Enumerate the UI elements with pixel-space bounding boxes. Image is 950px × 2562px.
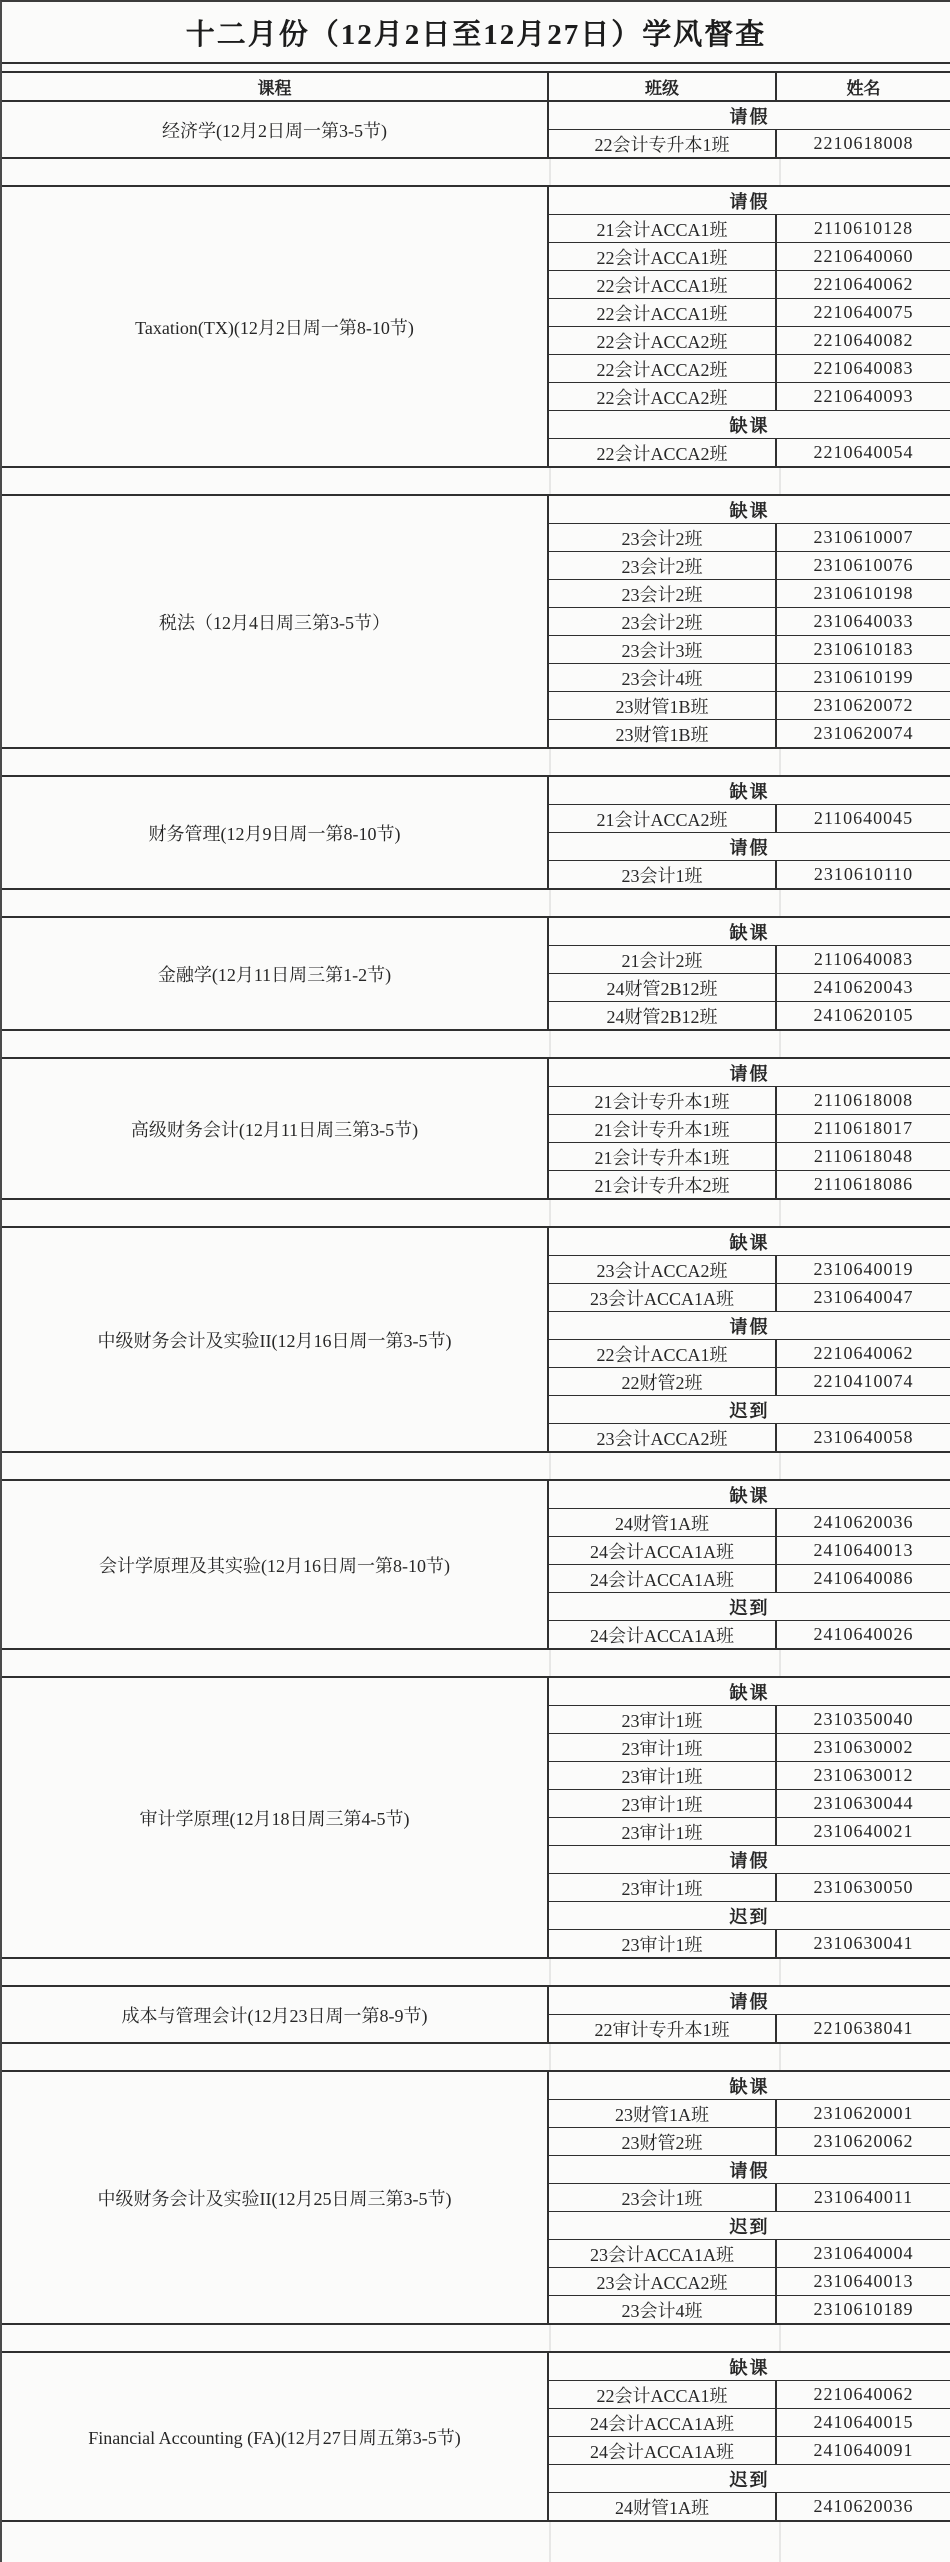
section-separator	[2, 2044, 950, 2072]
column-header-name: 姓名	[846, 79, 881, 98]
course-title: Financial Accounting (FA)(12月27日周五第3-5节)	[2, 2353, 549, 2520]
student-id-cell: 2210618008	[813, 133, 914, 153]
student-id-cell: 2110640083	[813, 949, 914, 969]
class-name-cell: 21会计专升本1班	[549, 1115, 777, 1142]
student-id-cell: 2310630050	[813, 1877, 914, 1897]
course-section	[2, 1481, 950, 1650]
course-title: 经济学(12月2日周一第3-5节)	[2, 102, 549, 157]
attendance-row	[549, 607, 950, 635]
class-name-cell: 23财管2班	[549, 2128, 777, 2155]
attendance-row	[549, 663, 950, 691]
attendance-row	[549, 382, 950, 410]
trailing-separator	[2, 2522, 950, 2562]
attendance-row	[549, 270, 950, 298]
class-name-cell: 22会计ACCA2班	[549, 355, 777, 382]
attendance-row	[549, 2492, 950, 2520]
category-label-row: 缺课	[729, 1682, 770, 1703]
category-label-row: 请假	[549, 1845, 950, 1873]
section-separator	[2, 749, 950, 777]
class-name-cell: 22财管2班	[549, 1368, 777, 1395]
attendance-row	[549, 2380, 950, 2408]
class-name-cell: 24财管2B12班	[549, 1002, 777, 1029]
faint-class-divider	[549, 2044, 551, 2070]
student-id-cell: 2110640045	[813, 808, 914, 828]
student-id-cell: 2310610198	[813, 583, 914, 603]
section-rows	[549, 1987, 950, 2042]
column-header-course: 课程	[2, 73, 549, 100]
student-id-cell: 2310640047	[813, 1287, 914, 1307]
student-id-cell: 2410620043	[813, 977, 914, 997]
student-id-cell: 2210640075	[813, 302, 914, 322]
class-name-cell: 24会计ACCA1A班	[549, 2437, 777, 2464]
attendance-row	[549, 2239, 950, 2267]
student-id-cell: 2110618086	[813, 1174, 914, 1194]
class-name-cell: 23会计3班	[549, 636, 777, 663]
class-name-cell: 23会计2班	[549, 552, 777, 579]
faint-class-divider	[549, 468, 551, 494]
category-label-row: 迟到	[549, 1395, 950, 1423]
attendance-row	[549, 214, 950, 242]
student-id-cell: 2310610007	[813, 527, 914, 547]
class-name-cell: 22会计ACCA1班	[549, 299, 777, 326]
class-name-cell: 23审计1班	[549, 1874, 777, 1901]
course-title: Taxation(TX)(12月2日周一第8-10节)	[2, 187, 549, 466]
section-rows	[549, 1481, 950, 1648]
student-id-cell: 2110618017	[813, 1118, 914, 1138]
student-id-cell: 2310610183	[813, 639, 914, 659]
attendance-row	[549, 973, 950, 1001]
class-name-cell: 23会计ACCA2班	[549, 1256, 777, 1283]
class-name-cell: 23会计2班	[549, 608, 777, 635]
attendance-row	[549, 635, 950, 663]
student-id-cell: 2210640093	[813, 386, 914, 406]
class-name-cell: 23财管1B班	[549, 692, 777, 719]
faint-class-divider	[549, 890, 551, 916]
faint-name-divider	[779, 749, 781, 775]
course-title: 中级财务会计及实验II(12月16日周一第3-5节)	[2, 1228, 549, 1451]
course-title: 中级财务会计及实验II(12月25日周三第3-5节)	[2, 2072, 549, 2323]
class-name-cell: 21会计专升本2班	[549, 1171, 777, 1198]
category-label-row: 缺课	[729, 500, 770, 521]
class-name-cell: 23审计1班	[549, 1762, 777, 1789]
faint-class-divider	[549, 2522, 551, 2562]
course-section	[2, 1059, 950, 1200]
section-rows	[549, 2353, 950, 2520]
student-id-cell: 2310640013	[813, 2271, 914, 2291]
class-name-cell: 22会计ACCA2班	[549, 327, 777, 354]
class-name-cell: 22审计专升本1班	[549, 2015, 777, 2042]
attendance-row	[549, 438, 950, 466]
student-id-cell: 2210410074	[813, 1371, 914, 1391]
faint-name-divider	[779, 1453, 781, 1479]
faint-class-divider	[549, 1200, 551, 1226]
category-label-row: 迟到	[549, 2211, 950, 2239]
course-section	[2, 1678, 950, 1959]
student-id-cell: 2310640011	[813, 2187, 914, 2207]
section-rows	[549, 1678, 950, 1957]
faint-class-divider	[549, 749, 551, 775]
attendance-row	[549, 1339, 950, 1367]
section-rows	[549, 187, 950, 466]
student-id-cell: 2210640062	[813, 1343, 914, 1363]
class-name-cell: 22会计ACCA2班	[549, 383, 777, 410]
attendance-row	[549, 1789, 950, 1817]
attendance-row	[549, 354, 950, 382]
student-id-cell: 2310630041	[813, 1933, 914, 1953]
attendance-row	[549, 1929, 950, 1957]
class-name-cell: 23审计1班	[549, 1930, 777, 1957]
attendance-row	[549, 1564, 950, 1592]
student-id-cell: 2210640062	[813, 274, 914, 294]
student-id-cell: 2310610076	[813, 555, 914, 575]
student-id-cell: 2410640013	[813, 1540, 914, 1560]
student-id-cell: 2410640026	[813, 1624, 914, 1644]
class-name-cell: 23审计1班	[549, 1734, 777, 1761]
attendance-row	[549, 2408, 950, 2436]
attendance-row	[549, 1283, 950, 1311]
attendance-row	[549, 1423, 950, 1451]
class-name-cell: 24财管1A班	[549, 1509, 777, 1536]
course-section	[2, 102, 950, 159]
course-title: 财务管理(12月9日周一第8-10节)	[2, 777, 549, 888]
attendance-row	[549, 1761, 950, 1789]
student-id-cell: 2210638041	[813, 2018, 914, 2038]
course-title: 税法（12月4日周三第3-5节）	[2, 496, 549, 747]
section-rows	[549, 1059, 950, 1198]
student-id-cell: 2310610110	[813, 864, 914, 884]
attendance-row	[549, 1255, 950, 1283]
course-title: 审计学原理(12月18日周三第4-5节)	[2, 1678, 549, 1957]
attendance-row	[549, 2099, 950, 2127]
class-name-cell: 23审计1班	[549, 1818, 777, 1845]
sections-host	[2, 102, 950, 2562]
student-id-cell: 2310620001	[813, 2103, 914, 2123]
faint-class-divider	[549, 1959, 551, 1985]
student-id-cell: 2210640083	[813, 358, 914, 378]
student-id-cell: 2310610199	[813, 667, 914, 687]
student-id-cell: 2310630002	[813, 1737, 914, 1757]
class-name-cell: 22会计ACCA1班	[549, 1340, 777, 1367]
section-separator	[2, 1650, 950, 1678]
attendance-row	[549, 1536, 950, 1564]
attendance-row	[549, 326, 950, 354]
faint-name-divider	[779, 1200, 781, 1226]
class-name-cell: 21会计2班	[549, 946, 777, 973]
faint-class-divider	[549, 1031, 551, 1057]
attendance-row	[549, 804, 950, 832]
class-name-cell: 22会计ACCA1班	[549, 271, 777, 298]
class-name-cell: 24会计ACCA1A班	[549, 1621, 777, 1648]
class-name-cell: 22会计ACCA2班	[549, 439, 777, 466]
student-id-cell: 2110610128	[813, 218, 914, 238]
student-id-cell: 2210640054	[813, 442, 914, 462]
course-section	[2, 496, 950, 749]
attendance-row	[549, 551, 950, 579]
class-name-cell: 23会计4班	[549, 2296, 777, 2323]
faint-name-divider	[779, 2044, 781, 2070]
student-id-cell: 2410640015	[813, 2412, 914, 2432]
class-name-cell: 23会计ACCA2班	[549, 1424, 777, 1451]
student-id-cell: 2110618008	[813, 1090, 914, 1110]
student-id-cell: 2310630012	[813, 1765, 914, 1785]
category-label-row: 迟到	[549, 2464, 950, 2492]
student-id-cell: 2310350040	[813, 1709, 914, 1729]
attendance-row	[549, 129, 950, 157]
section-separator	[2, 2325, 950, 2353]
section-separator	[2, 1453, 950, 1481]
attendance-row	[549, 523, 950, 551]
class-name-cell: 23会计ACCA2班	[549, 2268, 777, 2295]
faint-name-divider	[779, 468, 781, 494]
section-rows	[549, 777, 950, 888]
class-name-cell: 24会计ACCA1A班	[549, 1537, 777, 1564]
student-id-cell: 2310630044	[813, 1793, 914, 1813]
course-section	[2, 918, 950, 1031]
class-name-cell: 21会计ACCA2班	[549, 805, 777, 832]
class-name-cell: 23会计2班	[549, 524, 777, 551]
attendance-row	[549, 2183, 950, 2211]
attendance-row	[549, 1733, 950, 1761]
class-name-cell: 21会计ACCA1班	[549, 215, 777, 242]
course-section	[2, 187, 950, 468]
attendance-row	[549, 1114, 950, 1142]
category-label-row: 迟到	[549, 1592, 950, 1620]
class-name-cell: 23会计1班	[549, 2184, 777, 2211]
student-id-cell: 2210640082	[813, 330, 914, 350]
student-id-cell: 2310640021	[813, 1821, 914, 1841]
student-id-cell: 2210640062	[813, 2384, 914, 2404]
category-label-row: 缺课	[729, 2076, 770, 2097]
student-id-cell: 2310610189	[813, 2299, 914, 2319]
section-separator	[2, 890, 950, 918]
student-id-cell: 2310620072	[813, 695, 914, 715]
attendance-row	[549, 691, 950, 719]
category-label-row: 请假	[729, 191, 770, 212]
student-id-cell: 2110618048	[813, 1146, 914, 1166]
class-name-cell: 23会计ACCA1A班	[549, 1284, 777, 1311]
category-label-row: 请假	[729, 1991, 770, 2012]
class-name-cell: 21会计专升本1班	[549, 1143, 777, 1170]
faint-name-divider	[779, 1031, 781, 1057]
attendance-row	[549, 1705, 950, 1733]
category-label-row: 请假	[549, 1311, 950, 1339]
student-id-cell: 2310620074	[813, 723, 914, 743]
attendance-row	[549, 2127, 950, 2155]
student-id-cell: 2310640004	[813, 2243, 914, 2263]
section-separator	[2, 468, 950, 496]
student-id-cell: 2410640086	[813, 1568, 914, 1588]
class-name-cell: 23会计4班	[549, 664, 777, 691]
category-label-row: 缺课	[729, 1485, 770, 1506]
student-id-cell: 2410620105	[813, 1005, 914, 1025]
attendance-row	[549, 242, 950, 270]
attendance-row	[549, 1170, 950, 1198]
category-label-row: 缺课	[549, 410, 950, 438]
section-rows	[549, 2072, 950, 2323]
attendance-row	[549, 1508, 950, 1536]
attendance-row	[549, 1367, 950, 1395]
class-name-cell: 23会计ACCA1A班	[549, 2240, 777, 2267]
faint-class-divider	[549, 1650, 551, 1676]
class-name-cell: 22会计专升本1班	[549, 130, 777, 157]
page-title: 十二月份（12月2日至12月27日）学风督查	[2, 2, 950, 64]
category-label-row: 迟到	[549, 1901, 950, 1929]
attendance-row	[549, 1620, 950, 1648]
student-id-cell: 2310640058	[813, 1427, 914, 1447]
class-name-cell: 23审计1班	[549, 1706, 777, 1733]
course-section	[2, 2072, 950, 2325]
section-separator	[2, 1200, 950, 1228]
class-name-cell: 23财管1B班	[549, 720, 777, 747]
class-name-cell: 24财管2B12班	[549, 974, 777, 1001]
attendance-row	[549, 2014, 950, 2042]
class-name-cell: 24财管1A班	[549, 2493, 777, 2520]
category-label-row: 缺课	[729, 781, 770, 802]
student-id-cell: 2410620036	[813, 2496, 914, 2516]
course-section	[2, 1228, 950, 1453]
column-header-class: 班级	[549, 73, 777, 100]
course-section	[2, 777, 950, 890]
attendance-row	[549, 1873, 950, 1901]
attendance-row	[549, 2295, 950, 2323]
attendance-row	[549, 1086, 950, 1114]
faint-class-divider	[549, 159, 551, 185]
student-id-cell: 2310620062	[813, 2131, 914, 2151]
class-name-cell: 24会计ACCA1A班	[549, 1565, 777, 1592]
section-separator	[2, 1959, 950, 1987]
faint-name-divider	[779, 2325, 781, 2351]
attendance-row	[549, 2267, 950, 2295]
attendance-row	[549, 1001, 950, 1029]
course-title: 高级财务会计(12月11日周三第3-5节)	[2, 1059, 549, 1198]
student-id-cell: 2310640033	[813, 611, 914, 631]
class-name-cell: 21会计专升本1班	[549, 1087, 777, 1114]
course-title: 成本与管理会计(12月23日周一第8-9节)	[2, 1987, 549, 2042]
category-label-row: 缺课	[729, 922, 770, 943]
category-label-row: 请假	[729, 1063, 770, 1084]
class-name-cell: 23会计2班	[549, 580, 777, 607]
faint-name-divider	[779, 1650, 781, 1676]
section-rows	[549, 102, 950, 157]
class-name-cell: 23财管1A班	[549, 2100, 777, 2127]
attendance-row	[549, 2436, 950, 2464]
class-name-cell: 22会计ACCA1班	[549, 2381, 777, 2408]
course-section	[2, 1987, 950, 2044]
class-name-cell: 23会计1班	[549, 861, 777, 888]
faint-name-divider	[779, 890, 781, 916]
student-id-cell: 2410640091	[813, 2440, 914, 2460]
attendance-row	[549, 298, 950, 326]
course-title: 会计学原理及其实验(12月16日周一第8-10节)	[2, 1481, 549, 1648]
attendance-row	[549, 1817, 950, 1845]
category-label-row: 请假	[729, 106, 770, 127]
section-rows	[549, 496, 950, 747]
student-id-cell: 2210640060	[813, 246, 914, 266]
course-title: 金融学(12月11日周三第1-2节)	[2, 918, 549, 1029]
class-name-cell: 24会计ACCA1A班	[549, 2409, 777, 2436]
attendance-row	[549, 945, 950, 973]
attendance-row	[549, 860, 950, 888]
faint-name-divider	[779, 1959, 781, 1985]
section-separator	[2, 159, 950, 187]
table-header-row	[2, 71, 950, 102]
category-label-row: 缺课	[729, 2357, 770, 2378]
class-name-cell: 23审计1班	[549, 1790, 777, 1817]
section-separator	[2, 1031, 950, 1059]
faint-class-divider	[549, 2325, 551, 2351]
section-rows	[549, 918, 950, 1029]
faint-name-divider	[779, 2522, 781, 2562]
attendance-row	[549, 1142, 950, 1170]
section-rows	[549, 1228, 950, 1451]
faint-class-divider	[549, 1453, 551, 1479]
faint-name-divider	[779, 159, 781, 185]
attendance-row	[549, 579, 950, 607]
attendance-row	[549, 719, 950, 747]
category-label-row: 缺课	[729, 1232, 770, 1253]
class-name-cell: 22会计ACCA1班	[549, 243, 777, 270]
student-id-cell: 2410620036	[813, 1512, 914, 1532]
course-section	[2, 2353, 950, 2522]
category-label-row: 请假	[549, 832, 950, 860]
category-label-row: 请假	[549, 2155, 950, 2183]
student-id-cell: 2310640019	[813, 1259, 914, 1279]
title-header-spacer	[2, 64, 950, 71]
